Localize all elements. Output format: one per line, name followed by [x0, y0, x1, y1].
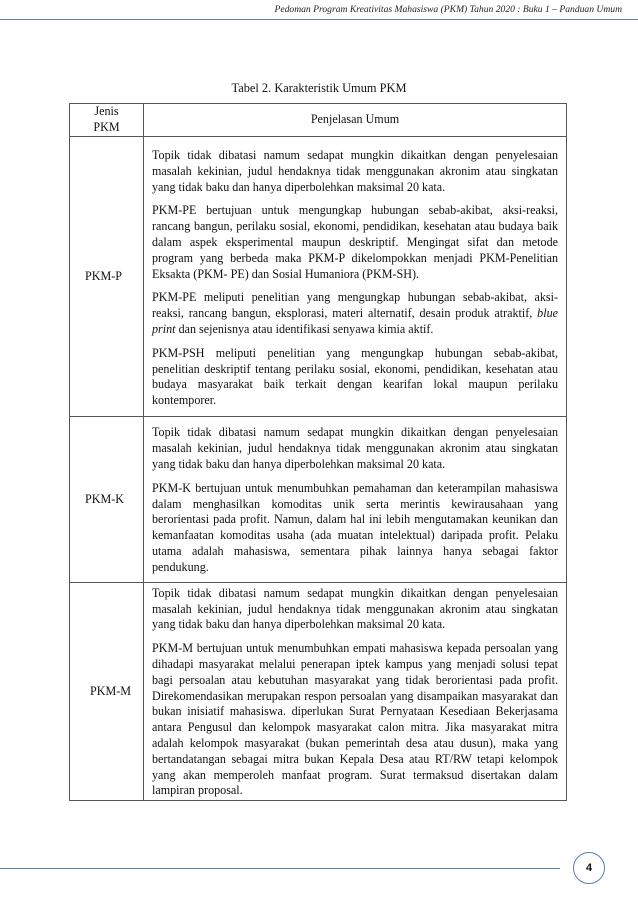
desc-paragraph: PKM-K bertujuan untuk menumbuhkan pemahaman dan keterampilan mahasiswa dalam menghasilkan komoditas unik serta merintis kewirausahaan yang berorientasi pada profit. Namun, dalam hal ini lebih mengutamakan keunikan dan kemanfaatan komoditas usaha (ada muatan intelektual) daripada profit. Pelaku utama adalah mahasiswa, sementara pihak lainnya hanya sebagai faktor pendukung.	[152, 480, 558, 574]
table-caption: Tabel 2. Karakteristik Umum PKM	[231, 81, 407, 95]
desc-paragraph: Topik tidak dibatasi namum sedapat mungkin dikaitkan dengan penyelesaian masalah kekinian, judul hendaknya tidak menggunakan akronim atau singkatan yang tidak baku dan hanya diperbolehkan maksimal 20 kata.	[152, 425, 558, 471]
header-divider	[0, 19, 638, 20]
type-cell-pkm-p: PKM-P	[70, 137, 144, 417]
pkm-characteristics-table	[69, 103, 567, 801]
desc-paragraph: Topik tidak dibatasi namum sedapat mungkin dikaitkan dengan penyelesaian masalah kekinian, judul hendaknya tidak menggunakan akronim atau singkatan yang tidak baku dan hanya diperbolehkan maksimal 20 kata.	[152, 148, 558, 194]
header-desc-cell: Penjelasan Umum	[144, 104, 567, 137]
table-header-row	[70, 104, 567, 137]
table-row-pkm-k	[70, 417, 567, 583]
page-number-badge	[573, 852, 605, 884]
page-number: 4	[585, 862, 593, 874]
desc-paragraph: PKM-PE bertujuan untuk mengungkap hubungan sebab-akibat, aksi-reaksi, rancang bangun, perilaku sosial, ekonomi, pendidikan, kesehatan atau budaya baik dalam aspek eksperimental maupun deskriptif. Mengingat sifat dan metode program yang berbeda maka PKM-P dikelompokkan menjadi PKM-Penelitian Eksakta (PKM- PE) dan Sosial Humaniora (PKM-SH).	[152, 203, 558, 281]
running-header: Pedoman Program Kreativitas Mahasiswa (PKM) Tahun 2020 : Buku 1 – Panduan Umum	[274, 4, 622, 15]
desc-cell-pkm-p	[144, 137, 567, 417]
desc-paragraph: PKM-PSH meliputi penelitian yang mengungkap hubungan sebab-akibat, penelitian deskriptif tentang perilaku sosial, ekonomi, pendidikan, kesehatan atau budaya masyarakat baik terkait dengan kearifan lokal maupun perilaku kontemporer.	[152, 345, 558, 408]
desc-paragraph: PKM-M bertujuan untuk menumbuhkan empati mahasiswa kepada persoalan yang dihadapi masyarakat melalui penerapan iptek kampus yang menjadi solusi tepat bagi persoalan atau kebutuhan masyarakat yang tidak berorientasi pada profit. Direkomendasikan merupakan respon persoalan yang disampaikan masyarakat dan bukan inisiatif mahasiswa. diperlukan Surat Pernyataan Kesediaan Bekerjasama antara Pengusul dan kelompok masyarakat calon mitra. Jika masyarakat mitra adalah kelompok masyarakat (bukan pemerintah desa atau dusun), maka yang bertandatangan sebagai mitra bukan Kepala Desa atau RT/RW tetapi kelompok yang akan memperoleh manfaat program. Surat termaksud disertakan dalam lampiran proposal.	[152, 641, 558, 798]
desc-cell-pkm-k	[144, 417, 567, 583]
header-type-cell	[70, 104, 144, 137]
table-row-pkm-p	[70, 137, 567, 417]
desc-text: dan sejenisnya atau identifikasi senyawa kimia aktif.	[178, 321, 434, 336]
type-cell-pkm-m: PKM-M	[70, 583, 144, 801]
footer-divider	[0, 868, 560, 869]
header-type-line2: PKM	[93, 120, 120, 134]
desc-italic-term: blue print	[152, 306, 558, 336]
table-row-pkm-m	[70, 583, 567, 801]
desc-paragraph-mixed	[152, 290, 558, 337]
desc-cell-pkm-m	[144, 583, 567, 801]
header-type-line1: Jenis	[94, 104, 119, 119]
desc-text: PKM-PE meliputi penelitian yang mengungkap hubungan sebab-akibat, aksi-reaksi, rancang bangun, eksplorasi, materi alternatif, desain produk atraktif,	[152, 290, 558, 321]
desc-paragraph: Topik tidak dibatasi namum sedapat mungkin dikaitkan dengan penyelesaian masalah kekinian, judul hendaknya tidak menggunakan akronim atau singkatan yang tidak baku dan hanya diperbolehkan maksimal 20 kata.	[152, 585, 558, 632]
type-cell-pkm-k: PKM-K	[70, 417, 144, 583]
